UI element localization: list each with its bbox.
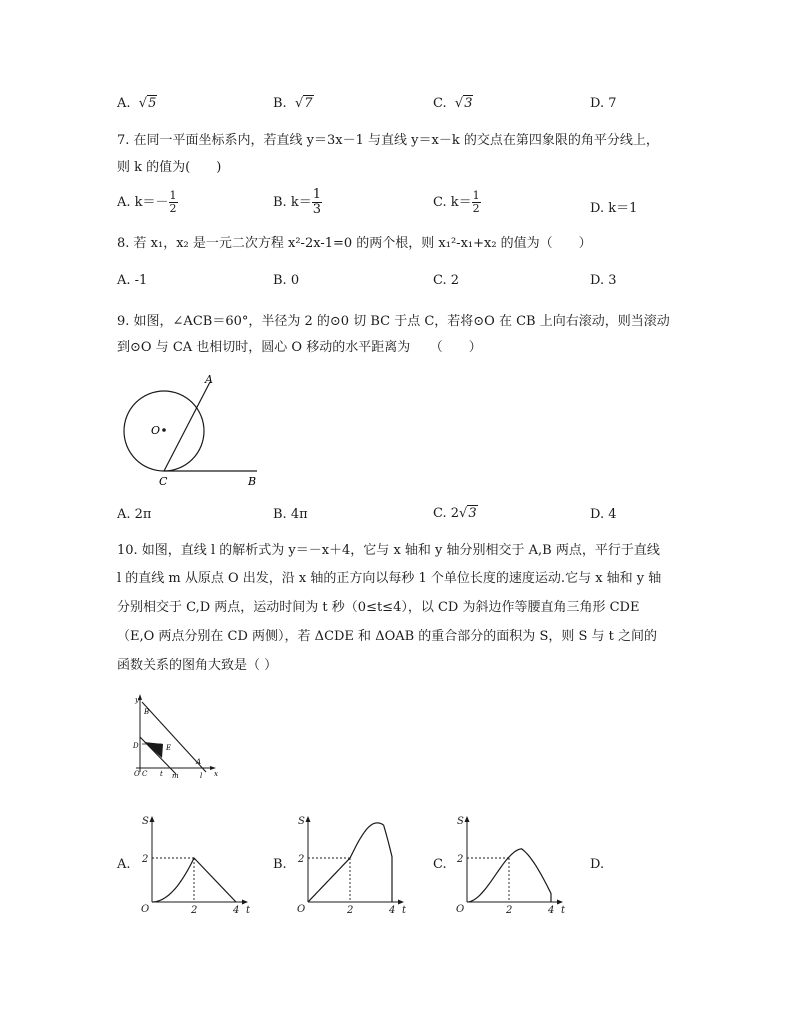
- tick-label-t4: 4: [389, 905, 396, 916]
- q10-stem-line4: （E,O 两点分别在 CD 两侧），若 ΔCDE 和 ΔOAB 的重合部分的面积为 S，则 S 与 t 之间的: [117, 629, 658, 644]
- label-l: l: [200, 772, 203, 780]
- q9-figure: [115, 372, 275, 490]
- tick-label-t4: 4: [548, 905, 555, 916]
- label-b: B: [248, 475, 257, 488]
- q6-option-a: A. √5: [117, 96, 157, 111]
- q8-option-c: C. 2: [433, 273, 460, 288]
- label-d: D: [133, 742, 139, 750]
- label-e: E: [166, 744, 172, 752]
- t-arrow-icon: [398, 900, 404, 905]
- q6-option-d: D. 7: [590, 96, 617, 111]
- q9-option-c: C. 2√3: [433, 506, 477, 521]
- label-m: m: [172, 772, 179, 780]
- ray-ca: [164, 382, 210, 471]
- label-a: A: [196, 758, 202, 766]
- q10-figure: [128, 692, 228, 780]
- q10-option-c-label: C.: [433, 857, 447, 872]
- axis-label-s: S: [142, 816, 149, 827]
- tick-label-s2: 2: [298, 854, 305, 865]
- q8-option-d: D. 3: [590, 273, 617, 288]
- s-arrow-icon: [150, 816, 155, 822]
- axis-label-s: S: [457, 816, 464, 827]
- q8-option-b: B. 0: [273, 273, 300, 288]
- axis-label-s: S: [298, 816, 305, 827]
- q9-option-b: B. 4π: [273, 507, 308, 522]
- tick-label-s2: 2: [457, 854, 464, 865]
- tick-label-t2: 2: [347, 905, 354, 916]
- q7-option-c: C. k＝ $\frac{1}{2}$: [433, 189, 480, 215]
- q10-option-b-label: B.: [273, 857, 287, 872]
- tick-label-t2: 2: [191, 905, 198, 916]
- overlap-region: [144, 742, 163, 758]
- q7-option-a: A. k＝－ $\frac{1}{2}$: [117, 189, 177, 215]
- q10-graph-a: [138, 812, 250, 916]
- axis-label-t: t: [246, 905, 250, 916]
- q10-stem-line3: 分别相交于 C,D 两点，运动时间为 t 秒（0≤t≤4），以 CD 为斜边作等腰直角三角形 CDE: [117, 600, 640, 615]
- q8-stem: 8. 若 x₁，x₂ 是一元二次方程 x²-2x-1=0 的两个根，则 x₁²-x₁+x₂ 的值为（ ）: [117, 236, 592, 251]
- q10-graph-b: [294, 812, 406, 916]
- center-dot: [162, 428, 166, 432]
- s-arrow-icon: [465, 816, 470, 822]
- origin-label: O: [456, 904, 465, 915]
- label-c: C: [159, 475, 168, 488]
- q7-stem-line2: 则 k 的值为( ): [117, 160, 222, 175]
- axis-label-t: t: [561, 905, 565, 916]
- label-c: C: [142, 770, 148, 778]
- label-t: t: [160, 770, 163, 778]
- q10-stem-line2: l 的直线 m 从原点 O 出发，沿 x 轴的正方向以每秒 1 个单位长度的速度运动.它与 x 轴和 y 轴: [117, 571, 662, 586]
- q7-stem-line1: 7. 在同一平面坐标系内，若直线 y＝3x－1 与直线 y＝x－k 的交点在第四象限的角平分线上，: [117, 133, 659, 148]
- q10-option-d-label: D.: [590, 857, 605, 872]
- tick-label-t4: 4: [233, 905, 240, 916]
- t-arrow-icon: [242, 900, 248, 905]
- q10-graph-c: [453, 812, 565, 916]
- q10-option-a-label: A.: [117, 857, 131, 872]
- q10-stem-line5: 函数关系的图角大致是（ ）: [117, 658, 278, 673]
- axis-label-t: t: [402, 905, 406, 916]
- label-x: x: [214, 770, 218, 778]
- t-arrow-icon: [557, 900, 563, 905]
- q10-stem-line1: 10. 如图，直线 l 的解析式为 y＝－x＋4，它与 x 轴和 y 轴分别相交于 A,B 两点，平行于直线: [117, 543, 660, 558]
- origin-label: O: [141, 904, 150, 915]
- tick-label-t2: 2: [506, 905, 513, 916]
- q7-option-d: D. k＝1: [590, 201, 638, 216]
- q6-option-c: C. √3: [433, 96, 473, 111]
- label-y: y: [135, 696, 139, 704]
- q8-option-a: A. -1: [117, 273, 148, 288]
- q7-option-b: B. k＝ $\frac{1}{3}$: [273, 187, 321, 217]
- label-b: B: [144, 708, 150, 716]
- label-o: O: [151, 424, 161, 437]
- label-o: O: [134, 770, 140, 778]
- tick-label-s2: 2: [142, 854, 149, 865]
- origin-label: O: [297, 904, 306, 915]
- q9-stem-line1: 9. 如图，∠ACB＝60°，半径为 2 的⊙0 切 BC 于点 C，若将⊙O 在 CB 上向右滚动，则当滚动: [117, 314, 670, 329]
- q9-option-d: D. 4: [590, 507, 617, 522]
- q9-stem-line2: 到⊙O 与 CA 也相切时，圆心 O 移动的水平距离为 （ ）: [117, 340, 482, 355]
- q6-option-b: B. √7: [273, 96, 313, 111]
- label-a: A: [205, 373, 213, 386]
- q9-option-a: A. 2π: [117, 507, 152, 522]
- s-arrow-icon: [306, 816, 311, 822]
